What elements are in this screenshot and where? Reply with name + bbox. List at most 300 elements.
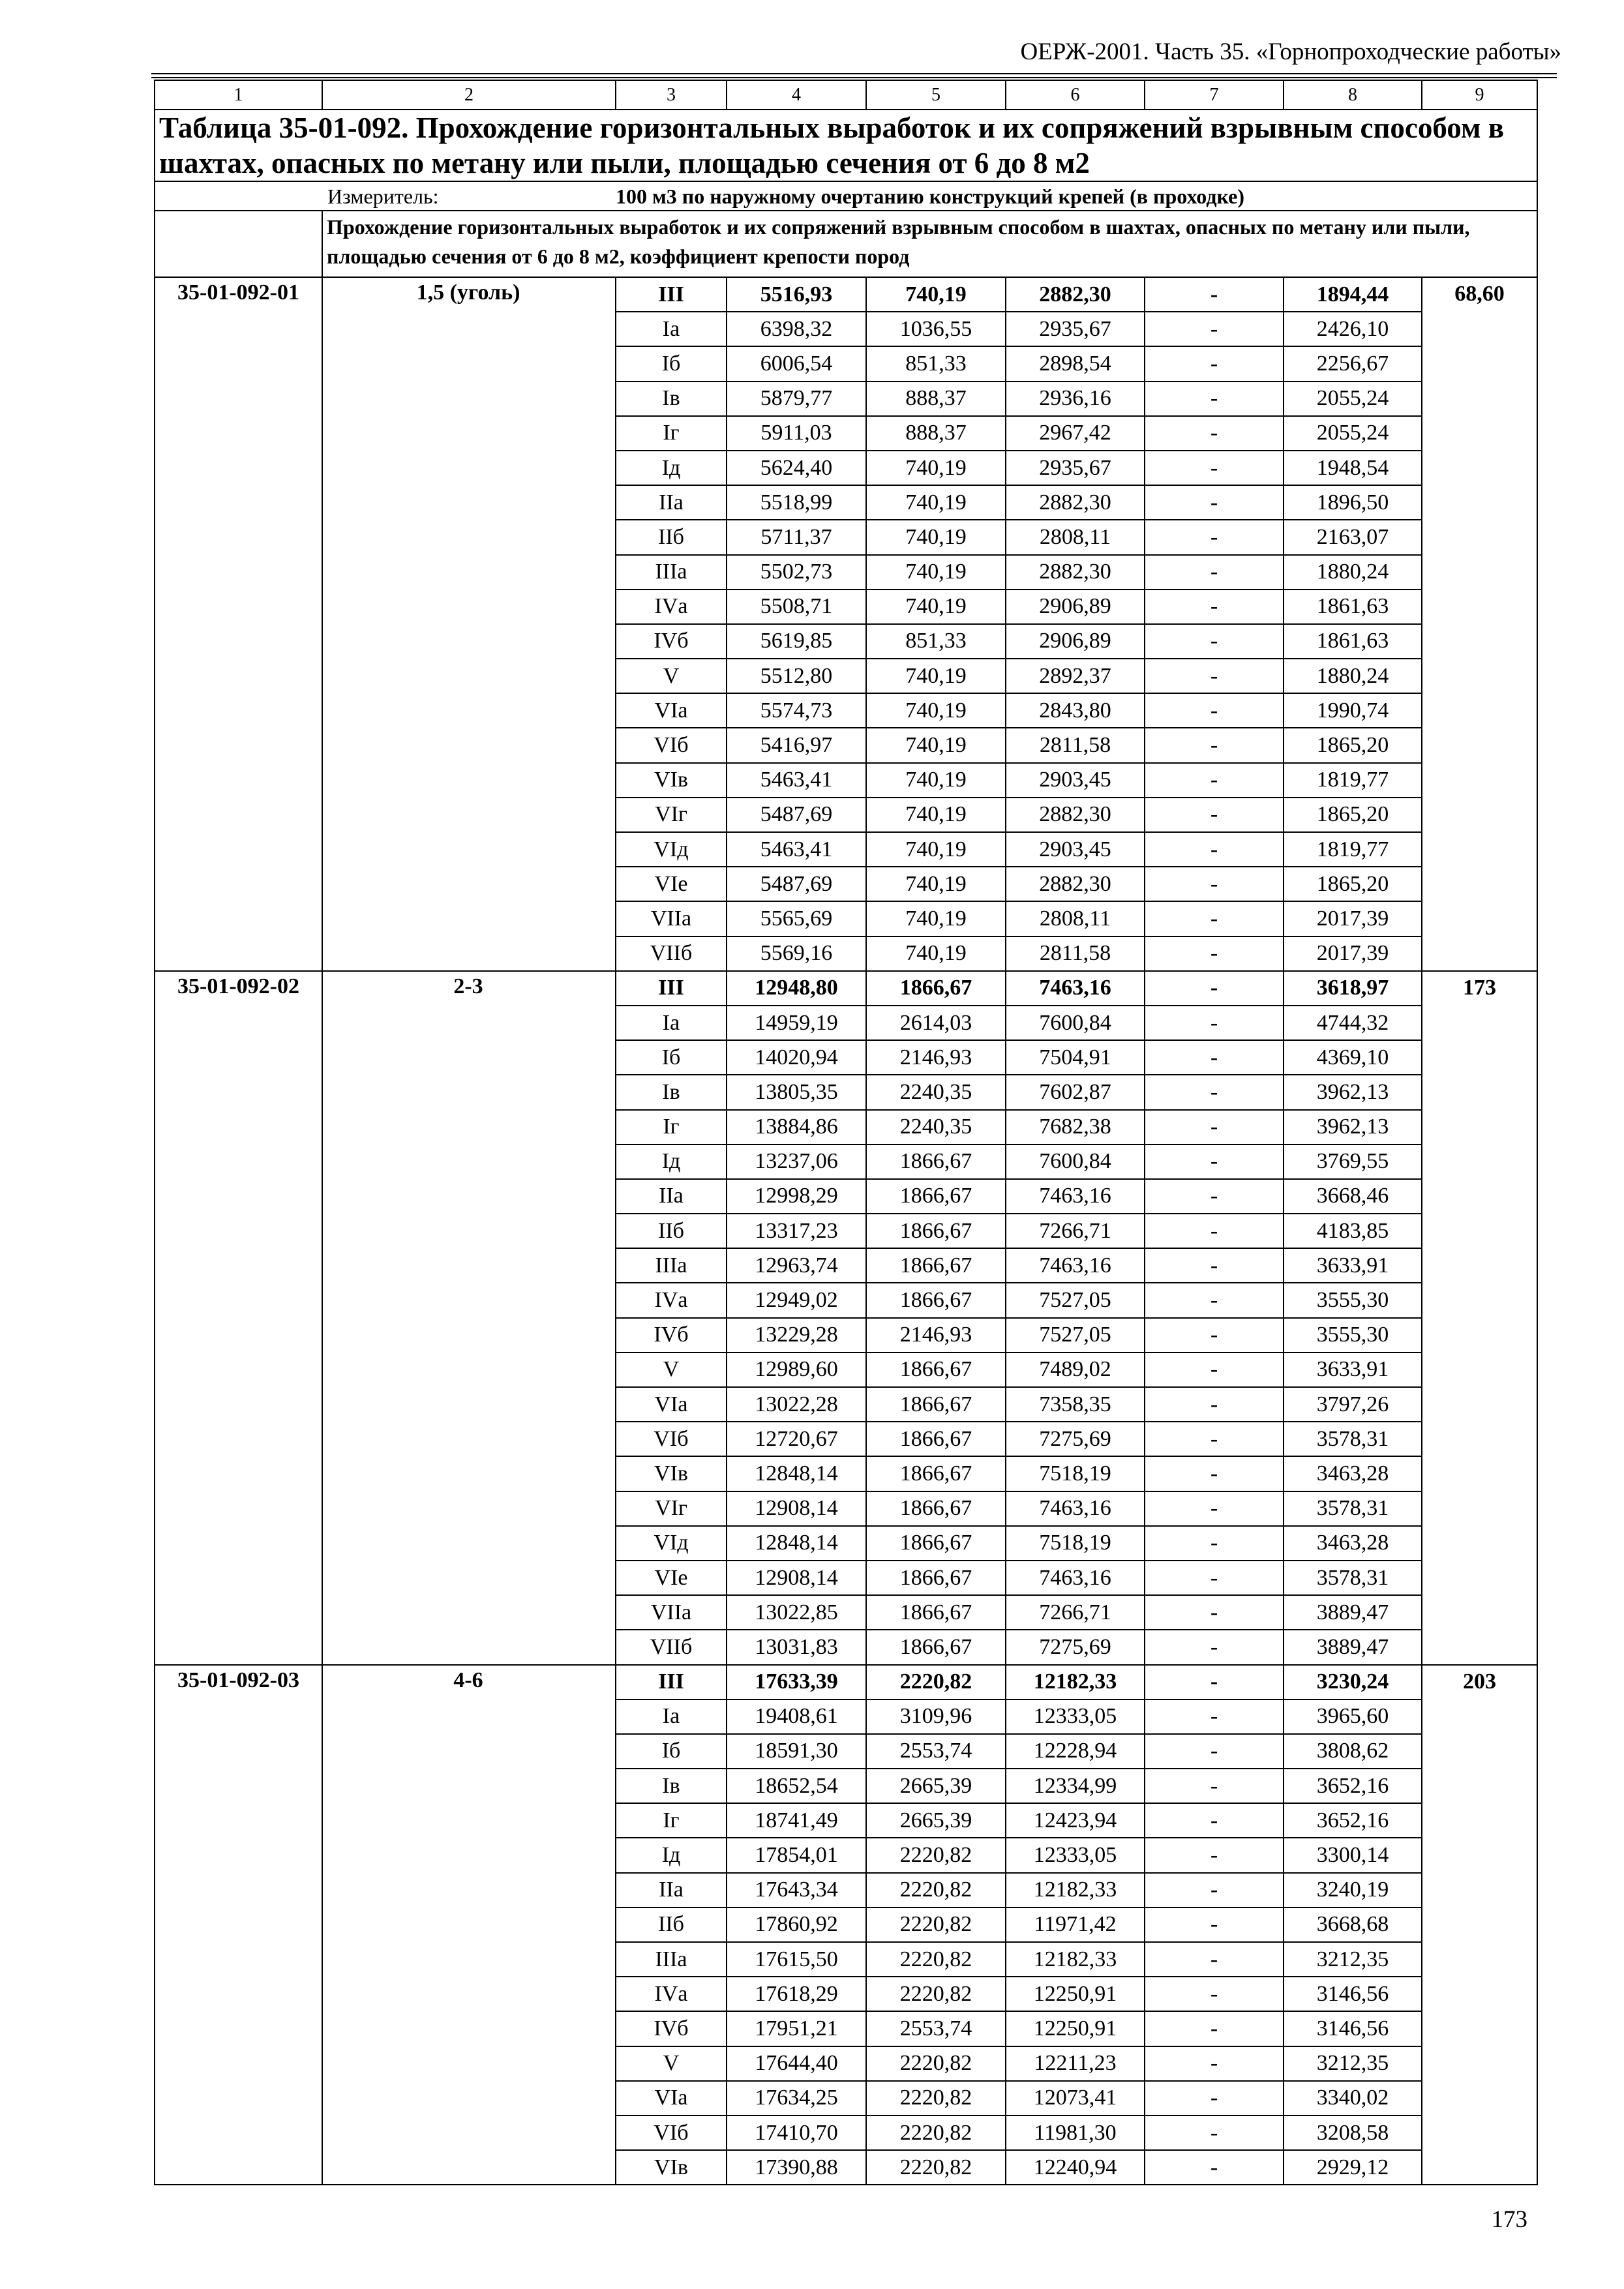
table-cell: V xyxy=(616,659,727,693)
table-cell: VIв xyxy=(616,2150,727,2185)
table-cell: 1866,67 xyxy=(866,1214,1006,1248)
column-number: 5 xyxy=(866,80,1006,110)
table-cell: 12908,14 xyxy=(727,1561,866,1595)
table-cell: 3300,14 xyxy=(1284,1838,1422,1872)
table-cell: Iв xyxy=(616,382,727,416)
table-cell: 12228,94 xyxy=(1006,1734,1145,1769)
table-cell: 740,19 xyxy=(866,555,1006,590)
table-cell: VIд xyxy=(616,832,727,867)
table-cell: 1866,67 xyxy=(866,1353,1006,1387)
table-cell: - xyxy=(1145,1977,1284,2011)
table-cell: 740,19 xyxy=(866,659,1006,693)
table-cell: 5516,93 xyxy=(727,277,866,312)
table-cell: 2017,39 xyxy=(1284,936,1422,971)
table-cell: 740,19 xyxy=(866,451,1006,485)
table-cell: 740,19 xyxy=(866,763,1006,798)
table-cell: IVа xyxy=(616,1283,727,1317)
column-number: 8 xyxy=(1284,80,1422,110)
table-cell: 7463,16 xyxy=(1006,971,1145,1006)
table-cell: 3962,13 xyxy=(1284,1110,1422,1144)
table-cell: 2843,80 xyxy=(1006,693,1145,728)
table-cell: - xyxy=(1145,1769,1284,1803)
table-cell: 12963,74 xyxy=(727,1248,866,1283)
table-cell: III xyxy=(616,971,727,1006)
table-cell: - xyxy=(1145,2116,1284,2150)
table-cell: - xyxy=(1145,1422,1284,1456)
table-cell: 740,19 xyxy=(866,277,1006,312)
table-cell: 1866,67 xyxy=(866,971,1006,1006)
table-cell: 1866,67 xyxy=(866,1561,1006,1595)
column-number: 9 xyxy=(1422,80,1537,110)
table-cell: 17643,34 xyxy=(727,1873,866,1908)
table-title-row xyxy=(155,110,1537,181)
table-cell: - xyxy=(1145,1526,1284,1561)
table-cell: 3240,19 xyxy=(1284,1873,1422,1908)
table-cell: 14020,94 xyxy=(727,1040,866,1075)
table-cell: - xyxy=(1145,520,1284,554)
table-cell: IIIа xyxy=(616,1248,727,1283)
column-number: 6 xyxy=(1006,80,1145,110)
table-cell: 13022,85 xyxy=(727,1595,866,1630)
table-cell: 13805,35 xyxy=(727,1075,866,1109)
table-cell: - xyxy=(1145,382,1284,416)
table-cell: 3208,58 xyxy=(1284,2116,1422,2150)
table-cell: 7463,16 xyxy=(1006,1561,1145,1595)
table-cell: - xyxy=(1145,1561,1284,1595)
table-cell: - xyxy=(1145,1838,1284,1872)
table-cell: 1866,67 xyxy=(866,1595,1006,1630)
table-cell: 12948,80 xyxy=(727,971,866,1006)
table-cell: 2935,67 xyxy=(1006,451,1145,485)
section-description-row xyxy=(155,211,1537,277)
table-cell: - xyxy=(1145,832,1284,867)
table-cell: - xyxy=(1145,1595,1284,1630)
table-cell: 6006,54 xyxy=(727,346,866,381)
table-cell: 19408,61 xyxy=(727,1699,866,1734)
table-cell: 12240,94 xyxy=(1006,2150,1145,2185)
table-cell: 12848,14 xyxy=(727,1456,866,1491)
table-cell: 1866,67 xyxy=(866,1179,1006,1214)
table-cell: 5711,37 xyxy=(727,520,866,554)
table-cell: - xyxy=(1145,1456,1284,1491)
table-cell: 3652,16 xyxy=(1284,1803,1422,1838)
table-cell: 7275,69 xyxy=(1006,1630,1145,1664)
table-cell: 740,19 xyxy=(866,867,1006,901)
table-cell: Iд xyxy=(616,451,727,485)
table-cell: 2220,82 xyxy=(866,1977,1006,2011)
table-cell: VIIа xyxy=(616,1595,727,1630)
table-cell: 2240,35 xyxy=(866,1110,1006,1144)
table-cell: 11971,42 xyxy=(1006,1908,1145,1942)
table-cell: IVб xyxy=(616,2011,727,2046)
table-cell: 7266,71 xyxy=(1006,1214,1145,1248)
table-cell: 3230,24 xyxy=(1284,1665,1422,1699)
table-cell: 17633,39 xyxy=(727,1665,866,1699)
table-cell: 5624,40 xyxy=(727,451,866,485)
table-cell: - xyxy=(1145,1318,1284,1353)
table-cell: - xyxy=(1145,1353,1284,1387)
table-cell: 7682,38 xyxy=(1006,1110,1145,1144)
table-cell: 1880,24 xyxy=(1284,659,1422,693)
table-cell: 3146,56 xyxy=(1284,2011,1422,2046)
table-cell: VIе xyxy=(616,867,727,901)
table-cell: 1861,63 xyxy=(1284,590,1422,624)
table-cell: - xyxy=(1145,763,1284,798)
table-cell: 5512,80 xyxy=(727,659,866,693)
table-cell: - xyxy=(1145,1387,1284,1422)
table-cell: 2220,82 xyxy=(866,1838,1006,1872)
table-cell: 2882,30 xyxy=(1006,555,1145,590)
table-cell: 13884,86 xyxy=(727,1110,866,1144)
table-cell: - xyxy=(1145,1214,1284,1248)
table-cell: 1865,20 xyxy=(1284,798,1422,832)
table-cell: 2220,82 xyxy=(866,1873,1006,1908)
table-cell: 1866,67 xyxy=(866,1422,1006,1456)
table-cell: 17644,40 xyxy=(727,2046,866,2081)
column-number: 4 xyxy=(727,80,866,110)
table-cell: Iа xyxy=(616,1006,727,1040)
rates-table xyxy=(154,80,1538,2185)
table-cell: 12250,91 xyxy=(1006,2011,1145,2046)
table-cell: 1866,67 xyxy=(866,1144,1006,1179)
table-cell: 5463,41 xyxy=(727,832,866,867)
table-cell: 1819,77 xyxy=(1284,763,1422,798)
table-cell: 2808,11 xyxy=(1006,520,1145,554)
table-cell: IIIа xyxy=(616,1942,727,1977)
table-cell: - xyxy=(1145,1110,1284,1144)
table-cell: VIа xyxy=(616,1387,727,1422)
table-cell: 2882,30 xyxy=(1006,867,1145,901)
table-cell: 2665,39 xyxy=(866,1769,1006,1803)
table-cell: Iа xyxy=(616,312,727,346)
table-cell: - xyxy=(1145,624,1284,659)
table-cell: Iб xyxy=(616,1040,727,1075)
table-cell: 7527,05 xyxy=(1006,1318,1145,1353)
table-cell: - xyxy=(1145,346,1284,381)
table-cell: 740,19 xyxy=(866,936,1006,971)
table-cell: 851,33 xyxy=(866,346,1006,381)
table-cell: 1896,50 xyxy=(1284,485,1422,520)
table-cell: 7266,71 xyxy=(1006,1595,1145,1630)
table-cell: 2811,58 xyxy=(1006,728,1145,762)
table-cell: 13031,83 xyxy=(727,1630,866,1664)
table-cell: - xyxy=(1145,451,1284,485)
table-cell: - xyxy=(1145,416,1284,451)
table-cell: 3212,35 xyxy=(1284,1942,1422,1977)
header-rule xyxy=(151,73,1557,74)
table-cell: 12182,33 xyxy=(1006,1665,1145,1699)
table-cell: 7463,16 xyxy=(1006,1179,1145,1214)
table-cell: Iг xyxy=(616,1803,727,1838)
table-cell: 12989,60 xyxy=(727,1353,866,1387)
table-row xyxy=(155,277,1537,312)
table-cell: - xyxy=(1145,1040,1284,1075)
table-cell: IIб xyxy=(616,1214,727,1248)
table-cell: VIв xyxy=(616,763,727,798)
table-cell: 12423,94 xyxy=(1006,1803,1145,1838)
table-cell: 3962,13 xyxy=(1284,1075,1422,1109)
table-cell: VIг xyxy=(616,1491,727,1526)
table-cell: 2906,89 xyxy=(1006,624,1145,659)
table-cell: IIа xyxy=(616,1873,727,1908)
table-cell: 2882,30 xyxy=(1006,485,1145,520)
table-cell: 7518,19 xyxy=(1006,1456,1145,1491)
table-cell: 7463,16 xyxy=(1006,1248,1145,1283)
table-cell: 2553,74 xyxy=(866,1734,1006,1769)
table-cell: 2882,30 xyxy=(1006,277,1145,312)
table-cell: - xyxy=(1145,1734,1284,1769)
table-cell: 5487,69 xyxy=(727,798,866,832)
table-cell: 2892,37 xyxy=(1006,659,1145,693)
table-cell: 18652,54 xyxy=(727,1769,866,1803)
table-cell: VIIб xyxy=(616,1630,727,1664)
table-cell: 1990,74 xyxy=(1284,693,1422,728)
header-rule xyxy=(151,77,1557,78)
table-cell: 1036,55 xyxy=(866,312,1006,346)
table-cell: 3578,31 xyxy=(1284,1561,1422,1595)
table-cell: - xyxy=(1145,590,1284,624)
table-cell: 3808,62 xyxy=(1284,1734,1422,1769)
table-cell: 2906,89 xyxy=(1006,590,1145,624)
table-cell: 12848,14 xyxy=(727,1526,866,1561)
table-cell: 3889,47 xyxy=(1284,1630,1422,1664)
rock-strength: 4-6 xyxy=(322,1665,616,2185)
table-cell: 3652,16 xyxy=(1284,1769,1422,1803)
table-cell: 5574,73 xyxy=(727,693,866,728)
measurer-label: Измеритель: xyxy=(327,184,439,208)
table-cell: - xyxy=(1145,277,1284,312)
table-cell: 4744,32 xyxy=(1284,1006,1422,1040)
table-cell: 740,19 xyxy=(866,693,1006,728)
table-cell: 5508,71 xyxy=(727,590,866,624)
measurer-value: 100 м3 по наружному очертанию конструкций крепей (в проходке) xyxy=(616,181,1537,211)
table-cell: 14959,19 xyxy=(727,1006,866,1040)
table-cell: 1819,77 xyxy=(1284,832,1422,867)
table-cell: VIб xyxy=(616,2116,727,2150)
table-cell: 5569,16 xyxy=(727,936,866,971)
column-number: 3 xyxy=(616,80,727,110)
table-cell: 3668,46 xyxy=(1284,1179,1422,1214)
table-cell: 6398,32 xyxy=(727,312,866,346)
table-cell: 2935,67 xyxy=(1006,312,1145,346)
table-cell: 2163,07 xyxy=(1284,520,1422,554)
table-cell: - xyxy=(1145,1248,1284,1283)
table-cell: VIе xyxy=(616,1561,727,1595)
table-cell: - xyxy=(1145,555,1284,590)
table-cell: 12333,05 xyxy=(1006,1838,1145,1872)
table-cell: III xyxy=(616,277,727,312)
table-cell: 13022,28 xyxy=(727,1387,866,1422)
table-title: Таблица 35-01-092. Прохождение горизонтальных выработок и их сопряжений взрывным способом в шахтах, опасных по метану или пыли, площадью сечения от 6 до 8 м2 xyxy=(155,110,1537,181)
table-cell: - xyxy=(1145,1179,1284,1214)
table-cell: VIб xyxy=(616,728,727,762)
column-number-row xyxy=(155,80,1537,110)
table-cell: 3633,91 xyxy=(1284,1248,1422,1283)
table-cell: VIIа xyxy=(616,901,727,936)
table-cell: Iв xyxy=(616,1075,727,1109)
table-cell: 1866,67 xyxy=(866,1630,1006,1664)
table-cell: - xyxy=(1145,1283,1284,1317)
rate-code: 35-01-092-03 xyxy=(155,1665,322,2185)
table-cell: IVа xyxy=(616,590,727,624)
table-cell: 7600,84 xyxy=(1006,1006,1145,1040)
table-cell: 12333,05 xyxy=(1006,1699,1145,1734)
table-cell: 3555,30 xyxy=(1284,1283,1422,1317)
table-cell: - xyxy=(1145,2046,1284,2081)
table-cell: - xyxy=(1145,1699,1284,1734)
table-cell: 12998,29 xyxy=(727,1179,866,1214)
table-cell: 7358,35 xyxy=(1006,1387,1145,1422)
labor-total: 173 xyxy=(1422,971,1537,1665)
table-cell: 3109,96 xyxy=(866,1699,1006,1734)
table-cell: 5502,73 xyxy=(727,555,866,590)
table-cell: 2553,74 xyxy=(866,2011,1006,2046)
table-cell: 2808,11 xyxy=(1006,901,1145,936)
table-cell: 3578,31 xyxy=(1284,1491,1422,1526)
table-cell: Iг xyxy=(616,1110,727,1144)
table-cell: 2146,93 xyxy=(866,1318,1006,1353)
table-cell: - xyxy=(1145,1908,1284,1942)
table-cell: - xyxy=(1145,798,1284,832)
table-cell: VIв xyxy=(616,1456,727,1491)
table-cell: 2898,54 xyxy=(1006,346,1145,381)
table-cell: 2426,10 xyxy=(1284,312,1422,346)
table-cell: IIб xyxy=(616,1908,727,1942)
table-cell: IIа xyxy=(616,1179,727,1214)
labor-total: 68,60 xyxy=(1422,277,1537,971)
table-cell: 2614,03 xyxy=(866,1006,1006,1040)
table-cell: 4183,85 xyxy=(1284,1214,1422,1248)
table-cell: VIд xyxy=(616,1526,727,1561)
table-cell: - xyxy=(1145,1630,1284,1664)
table-row xyxy=(155,971,1537,1006)
table-cell: 5487,69 xyxy=(727,867,866,901)
table-cell: 4369,10 xyxy=(1284,1040,1422,1075)
table-cell: 1880,24 xyxy=(1284,555,1422,590)
table-cell: Iв xyxy=(616,1769,727,1803)
table-cell: - xyxy=(1145,1803,1284,1838)
table-cell: 12250,91 xyxy=(1006,1977,1145,2011)
table-cell: 7275,69 xyxy=(1006,1422,1145,1456)
column-number: 1 xyxy=(155,80,322,110)
table-cell: 7602,87 xyxy=(1006,1075,1145,1109)
table-cell: 1894,44 xyxy=(1284,277,1422,312)
table-cell: 3578,31 xyxy=(1284,1422,1422,1456)
rate-code: 35-01-092-01 xyxy=(155,277,322,971)
table-cell: 3146,56 xyxy=(1284,1977,1422,2011)
table-cell: 1866,67 xyxy=(866,1491,1006,1526)
table-cell: - xyxy=(1145,485,1284,520)
table-cell: 18591,30 xyxy=(727,1734,866,1769)
table-cell: 2220,82 xyxy=(866,2046,1006,2081)
table-cell: 2903,45 xyxy=(1006,763,1145,798)
table-cell: V xyxy=(616,1353,727,1387)
table-cell: 740,19 xyxy=(866,798,1006,832)
table-cell: - xyxy=(1145,1665,1284,1699)
table-cell: 888,37 xyxy=(866,382,1006,416)
table-cell: 13229,28 xyxy=(727,1318,866,1353)
table-cell: - xyxy=(1145,1144,1284,1179)
table-cell: 7504,91 xyxy=(1006,1040,1145,1075)
table-cell: - xyxy=(1145,2150,1284,2185)
table-cell: - xyxy=(1145,867,1284,901)
table-cell: VIб xyxy=(616,1422,727,1456)
table-cell: IIIа xyxy=(616,555,727,590)
table-cell: VIа xyxy=(616,693,727,728)
table-cell: 7489,02 xyxy=(1006,1353,1145,1387)
page-header: ОЕРЖ-2001. Часть 35. «Горнопроходческие работы» xyxy=(1020,38,1561,65)
column-number: 7 xyxy=(1145,80,1284,110)
table-cell: - xyxy=(1145,728,1284,762)
table-cell: 740,19 xyxy=(866,832,1006,867)
description-spacer xyxy=(155,211,322,277)
table-cell: 17860,92 xyxy=(727,1908,866,1942)
table-cell: 3463,28 xyxy=(1284,1526,1422,1561)
table-cell: 1948,54 xyxy=(1284,451,1422,485)
page-number: 173 xyxy=(1491,2206,1527,2233)
table-cell: 1866,67 xyxy=(866,1456,1006,1491)
table-cell: 5619,85 xyxy=(727,624,866,659)
table-cell: 2220,82 xyxy=(866,1908,1006,1942)
table-cell: 2936,16 xyxy=(1006,382,1145,416)
table-cell: 13317,23 xyxy=(727,1214,866,1248)
table-cell: 3797,26 xyxy=(1284,1387,1422,1422)
table-cell: 1866,67 xyxy=(866,1526,1006,1561)
table-cell: 2055,24 xyxy=(1284,382,1422,416)
section-description: Прохождение горизонтальных выработок и их сопряжений взрывным способом в шахтах, опасных по метану или пыли, площадью сечения от 6 до 8 м2, коэффициент крепости пород xyxy=(322,211,1537,277)
table-cell: 1865,20 xyxy=(1284,867,1422,901)
table-cell: 2017,39 xyxy=(1284,901,1422,936)
table-cell: 7463,16 xyxy=(1006,1491,1145,1526)
table-cell: 2903,45 xyxy=(1006,832,1145,867)
table-cell: 17410,70 xyxy=(727,2116,866,2150)
table-cell: III xyxy=(616,1665,727,1699)
table-cell: - xyxy=(1145,659,1284,693)
table-cell: - xyxy=(1145,1075,1284,1109)
table-cell: 3633,91 xyxy=(1284,1353,1422,1387)
table-cell: 17854,01 xyxy=(727,1838,866,1872)
table-cell: 2665,39 xyxy=(866,1803,1006,1838)
table-cell: 12720,67 xyxy=(727,1422,866,1456)
table-cell: 5463,41 xyxy=(727,763,866,798)
table-cell: 1866,67 xyxy=(866,1387,1006,1422)
table-cell: - xyxy=(1145,1006,1284,1040)
table-cell: 5911,03 xyxy=(727,416,866,451)
table-cell: Iа xyxy=(616,1699,727,1734)
table-cell: 18741,49 xyxy=(727,1803,866,1838)
table-cell: 3212,35 xyxy=(1284,2046,1422,2081)
measurer-spacer xyxy=(155,181,322,211)
table-cell: - xyxy=(1145,936,1284,971)
table-cell: 3340,02 xyxy=(1284,2081,1422,2116)
table-cell: 740,19 xyxy=(866,728,1006,762)
table-cell: 5565,69 xyxy=(727,901,866,936)
table-cell: - xyxy=(1145,1942,1284,1977)
table-cell: 17951,21 xyxy=(727,2011,866,2046)
table-cell: 2220,82 xyxy=(866,1665,1006,1699)
table-cell: 7527,05 xyxy=(1006,1283,1145,1317)
table-cell: Iб xyxy=(616,346,727,381)
table-cell: 3555,30 xyxy=(1284,1318,1422,1353)
table-row xyxy=(155,1665,1537,1699)
table-cell: - xyxy=(1145,693,1284,728)
table-cell: Iб xyxy=(616,1734,727,1769)
table-cell: 5879,77 xyxy=(727,382,866,416)
table-cell: 2811,58 xyxy=(1006,936,1145,971)
table-cell: 7600,84 xyxy=(1006,1144,1145,1179)
table-cell: V xyxy=(616,2046,727,2081)
table-cell: - xyxy=(1145,1491,1284,1526)
